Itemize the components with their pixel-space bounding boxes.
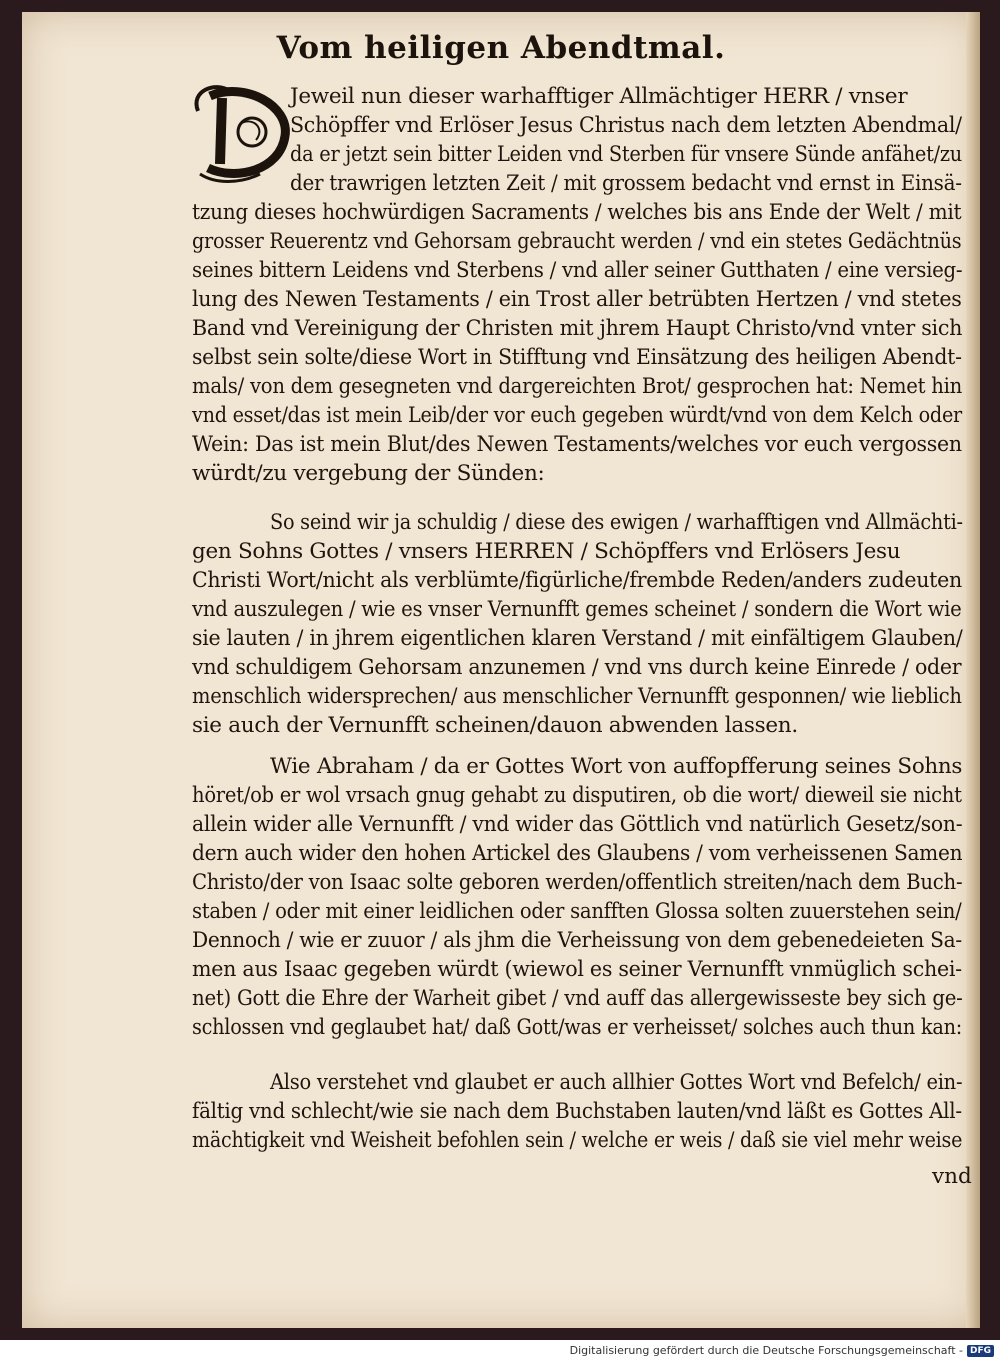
text-line: sie lauten / in jhrem eigentlichen klaren Verstand / mit einfältigem Glauben/: [192, 626, 963, 651]
running-header: Vom heiligen Abendtmal.: [276, 30, 726, 66]
text-line: sie auch der Vernunfft scheinen/dauon abwenden lassen.: [192, 713, 798, 738]
text-line: Jeweil nun dieser warhafftiger Allmächtiger HERR / vnser: [290, 84, 908, 109]
text-line: da er jetzt sein bitter Leiden vnd Sterben für vnsere Sünde anfähet/zu: [290, 142, 962, 167]
text-line: Wein: Das ist mein Blut/des Newen Testaments/welches vor euch vergossen: [192, 432, 962, 457]
text-line: net) Gott die Ehre der Warheit gibet / vnd auff das allergewisseste bey sich ge-: [192, 986, 963, 1011]
text-line: Dennoch / wie er zuuor / als jhm die Verheissung von dem gebenedeieten Sa-: [192, 928, 962, 953]
text-line: allein wider alle Vernunfft / vnd wider das Göttlich vnd natürlich Gesetz/son-: [192, 812, 963, 837]
text-line: mals/ von dem gesegneten vnd dargereichten Brot/ gesprochen hat: Nemet hin: [192, 374, 963, 399]
text-line: menschlich widersprechen/ aus menschlicher Vernunfft gesponnen/ wie lieblich: [192, 684, 962, 709]
text-line: men aus Isaac gegeben würdt (wiewol es seiner Vernunfft vnmüglich schei-: [192, 957, 962, 982]
text-line: selbst sein solte/diese Wort in Stifftung vnd Einsätzung des heiligen Abendt-: [192, 345, 962, 370]
text-line: vnd schuldigem Gehorsam anzunemen / vnd vns durch keine Einrede / oder: [192, 655, 962, 680]
text-line: würdt/zu vergebung der Sünden:: [192, 461, 545, 486]
decorated-initial-d-icon: [190, 76, 300, 186]
text-line: der trawrigen letzten Zeit / mit grossem bedacht vnd ernst in Einsä-: [290, 171, 962, 196]
text-line: lung des Newen Testaments / ein Trost aller betrübten Hertzen / vnd stetes: [192, 287, 962, 312]
text-line: vnd auszulegen / wie es vnser Vernunfft gemes scheinet / sondern die Wort wie: [192, 597, 962, 622]
text-line: grosser Reuerentz vnd Gehorsam gebraucht werden / vnd ein stetes Gedächtnüs: [192, 229, 962, 254]
text-line: vnd esset/das ist mein Leib/der vor euch gegeben würdt/vnd von dem Kelch oder: [192, 403, 962, 428]
catchword: vnd: [932, 1164, 972, 1189]
text-line: mächtigkeit vnd Weisheit befohlen sein / welche er weis / daß sie viel mehr weise: [192, 1128, 963, 1153]
text-line: fältig vnd schlecht/wie sie nach dem Buchstaben lauten/vnd läßt es Gottes All-: [192, 1099, 962, 1124]
page-edge: [966, 12, 980, 1328]
text-line: gen Sohns Gottes / vnsers HERREN / Schöpffers vnd Erlösers Jesu: [192, 539, 901, 564]
text-line: höret/ob er wol vrsach gnug gehabt zu disputiren, ob die wort/ dieweil sie nicht: [192, 783, 962, 808]
text-line: dern auch wider den hohen Artickel des Glaubens / vom verheissenen Samen: [192, 841, 963, 866]
digitization-credit: [0, 1340, 1000, 1361]
text-line: tzung dieses hochwürdigen Sacraments / welches bis ans Ende der Welt / mit: [192, 200, 962, 225]
text-line: Wie Abraham / da er Gottes Wort von auffopfferung seines Sohns: [270, 754, 963, 779]
text-line: seines bittern Leidens vnd Sterbens / vnd aller seiner Gutthaten / eine versieg-: [192, 258, 963, 283]
dfg-logo: DFG: [967, 1345, 994, 1357]
text-line: Christi Wort/nicht als verblümte/figürliche/frembde Reden/anders zudeuten: [192, 568, 962, 593]
credit-text: Digitalisierung gefördert durch die Deutsche Forschungsgemeinschaft -: [569, 1344, 963, 1357]
text-line: Christo/der von Isaac solte geboren werden/offentlich streiten/nach dem Buch-: [192, 870, 963, 895]
text-line: Schöpffer vnd Erlöser Jesus Christus nach dem letzten Abendmal/: [290, 113, 962, 138]
text-line: Band vnd Vereinigung der Christen mit jhrem Haupt Christo/vnd vnter sich: [192, 316, 963, 341]
text-line: Also verstehet vnd glaubet er auch allhier Gottes Wort vnd Befelch/ ein-: [270, 1070, 963, 1095]
text-line: staben / oder mit einer leidlichen oder sanfften Glossa solten zuuerstehen sein/: [192, 899, 962, 924]
text-line: So seind wir ja schuldig / diese des ewigen / warhafftigen vnd Allmächti-: [270, 510, 963, 535]
text-line: schlossen vnd geglaubet hat/ daß Gott/was er verheisset/ solches auch thun kan:: [192, 1015, 962, 1040]
book-page: [22, 12, 980, 1328]
